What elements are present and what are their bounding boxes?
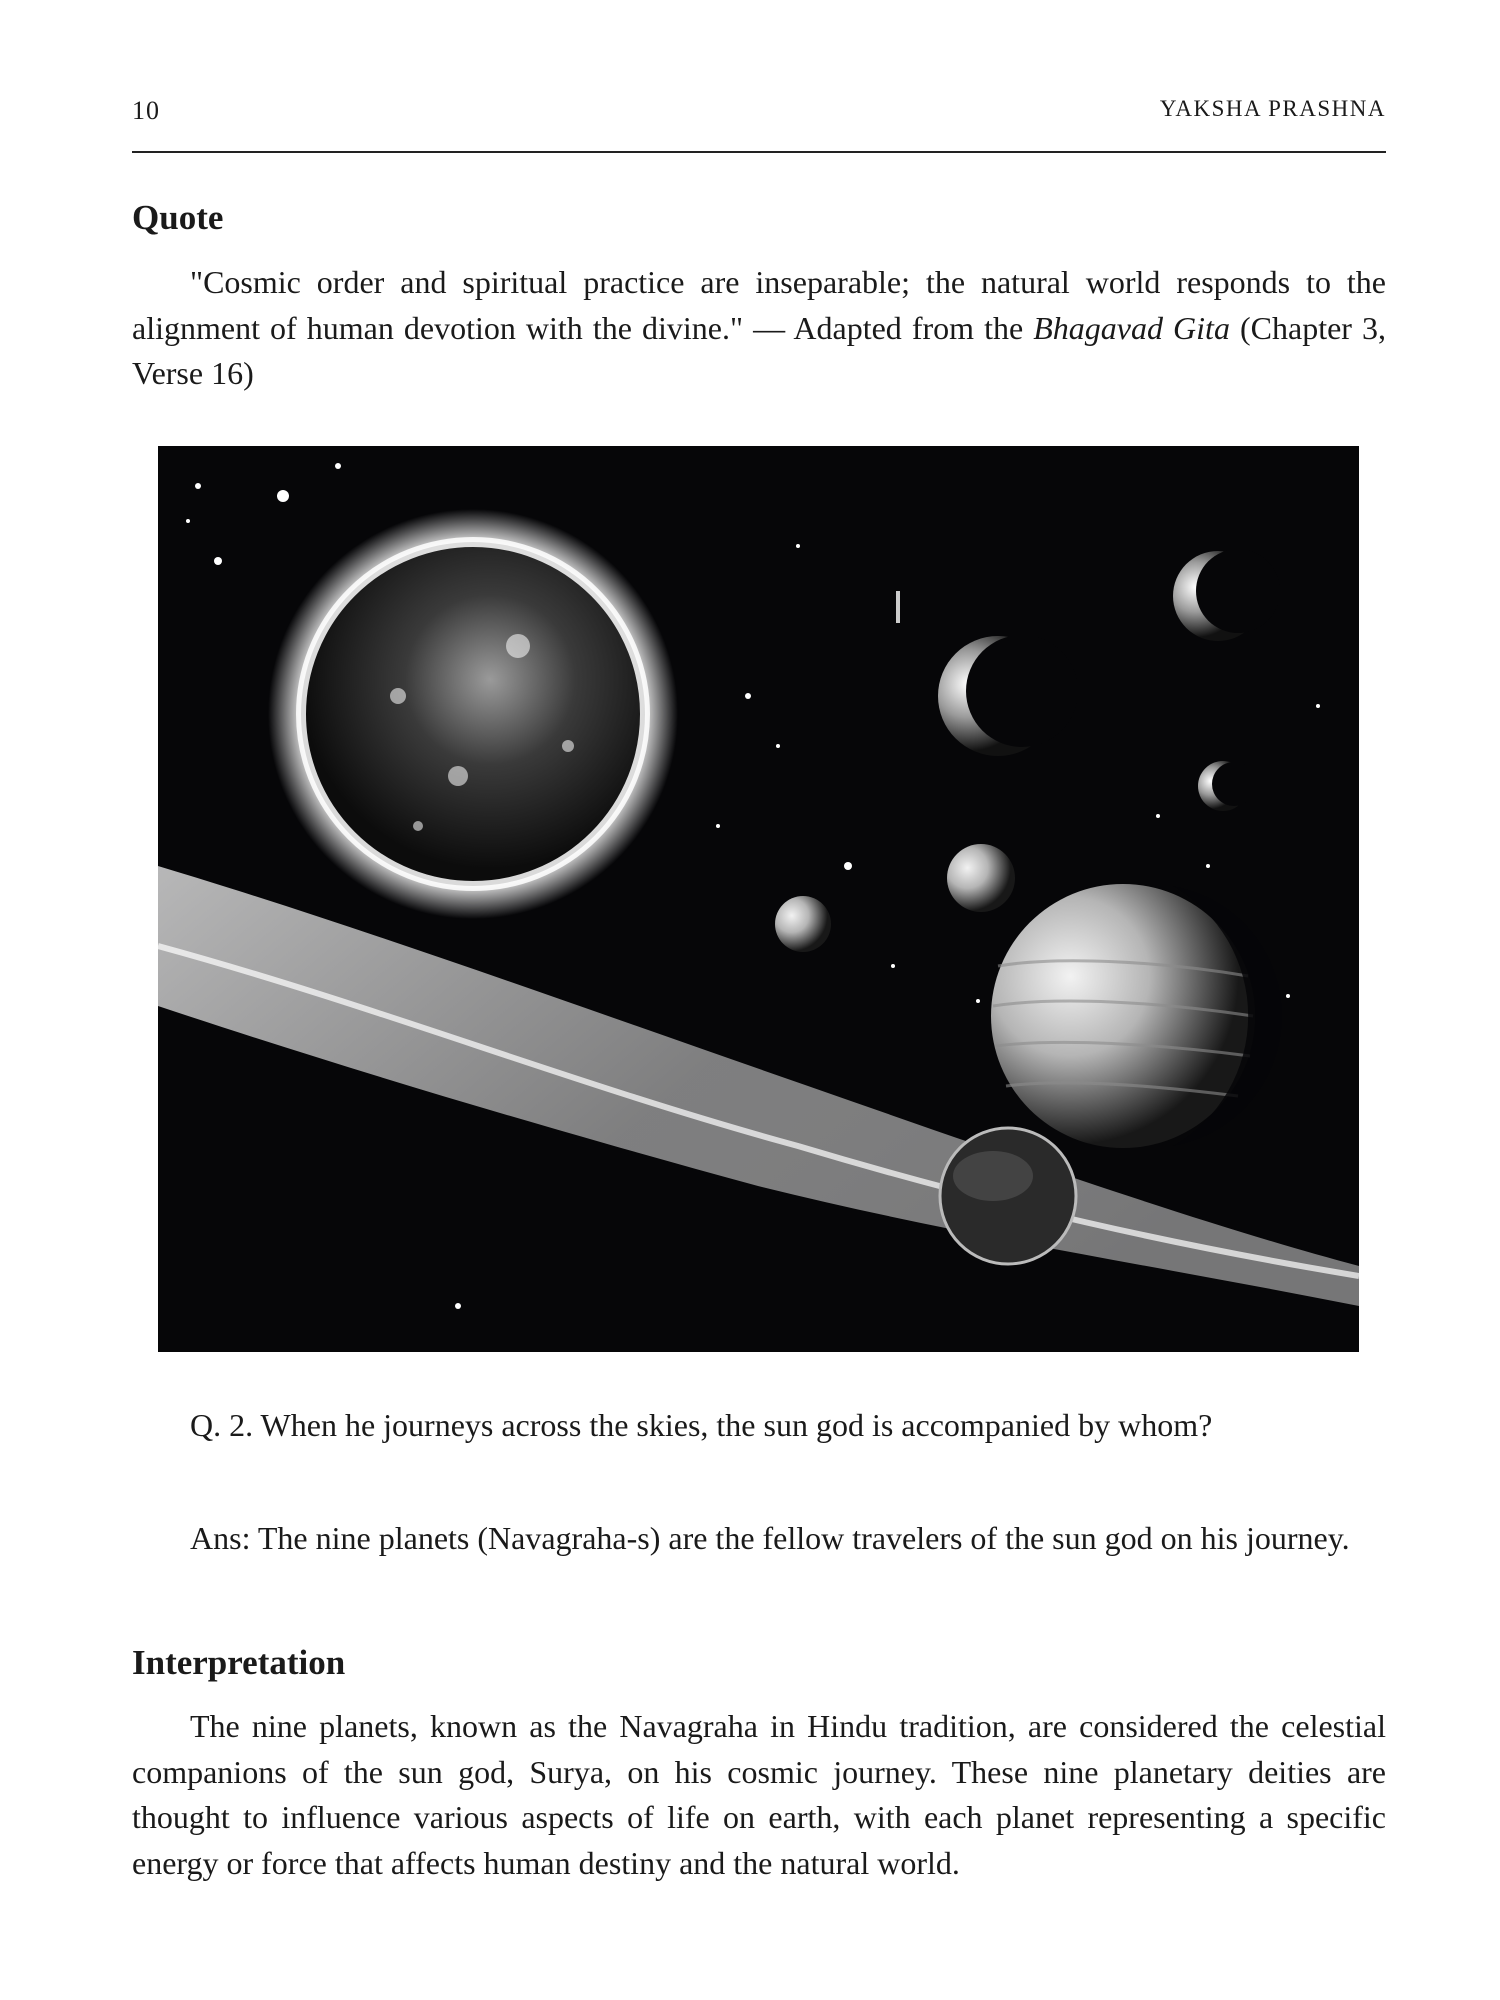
page-number: 10 (132, 96, 160, 125)
interpretation-paragraph: The nine planets, known as the Navagraha in Hindu tradition, are considered the celestial companions of the sun god, Surya, on his cosmic journey. These nine planetary deities are thought to influence various aspects of life on earth, with each planet representing a specific energy or force that affects human destiny and the natural world. (132, 1708, 1386, 1881)
quote-heading: Quote (132, 198, 224, 237)
cosmos-artwork (158, 446, 1359, 1352)
question-paragraph: Q. 2. When he journeys across the skies, the sun god is accompanied by whom? (190, 1407, 1213, 1443)
running-title: YAKSHA PRASHNA (1159, 96, 1386, 121)
interpretation-heading: Interpretation (132, 1643, 346, 1682)
answer-paragraph: Ans: The nine planets (Navagraha-s) are the fellow travelers of the sun god on his journey. (190, 1520, 1350, 1556)
quote-source-title: Bhagavad Gita (1033, 309, 1230, 346)
quote-paragraph (132, 260, 1386, 397)
small-planet (947, 844, 1015, 912)
quote-text-before: "Cosmic order and spiritual practice are inseparable; the natural world responds to the alignment of human devotion with the divine." — Adapted from the (132, 264, 1386, 346)
quote-text-after: (Chapter 3, Verse 16) (132, 309, 1387, 391)
space-planets-illustration (158, 446, 1359, 1352)
gas-giant-planet (991, 884, 1282, 1148)
running-header (132, 96, 1386, 136)
small-planet (775, 896, 831, 952)
header-rule (132, 151, 1386, 153)
